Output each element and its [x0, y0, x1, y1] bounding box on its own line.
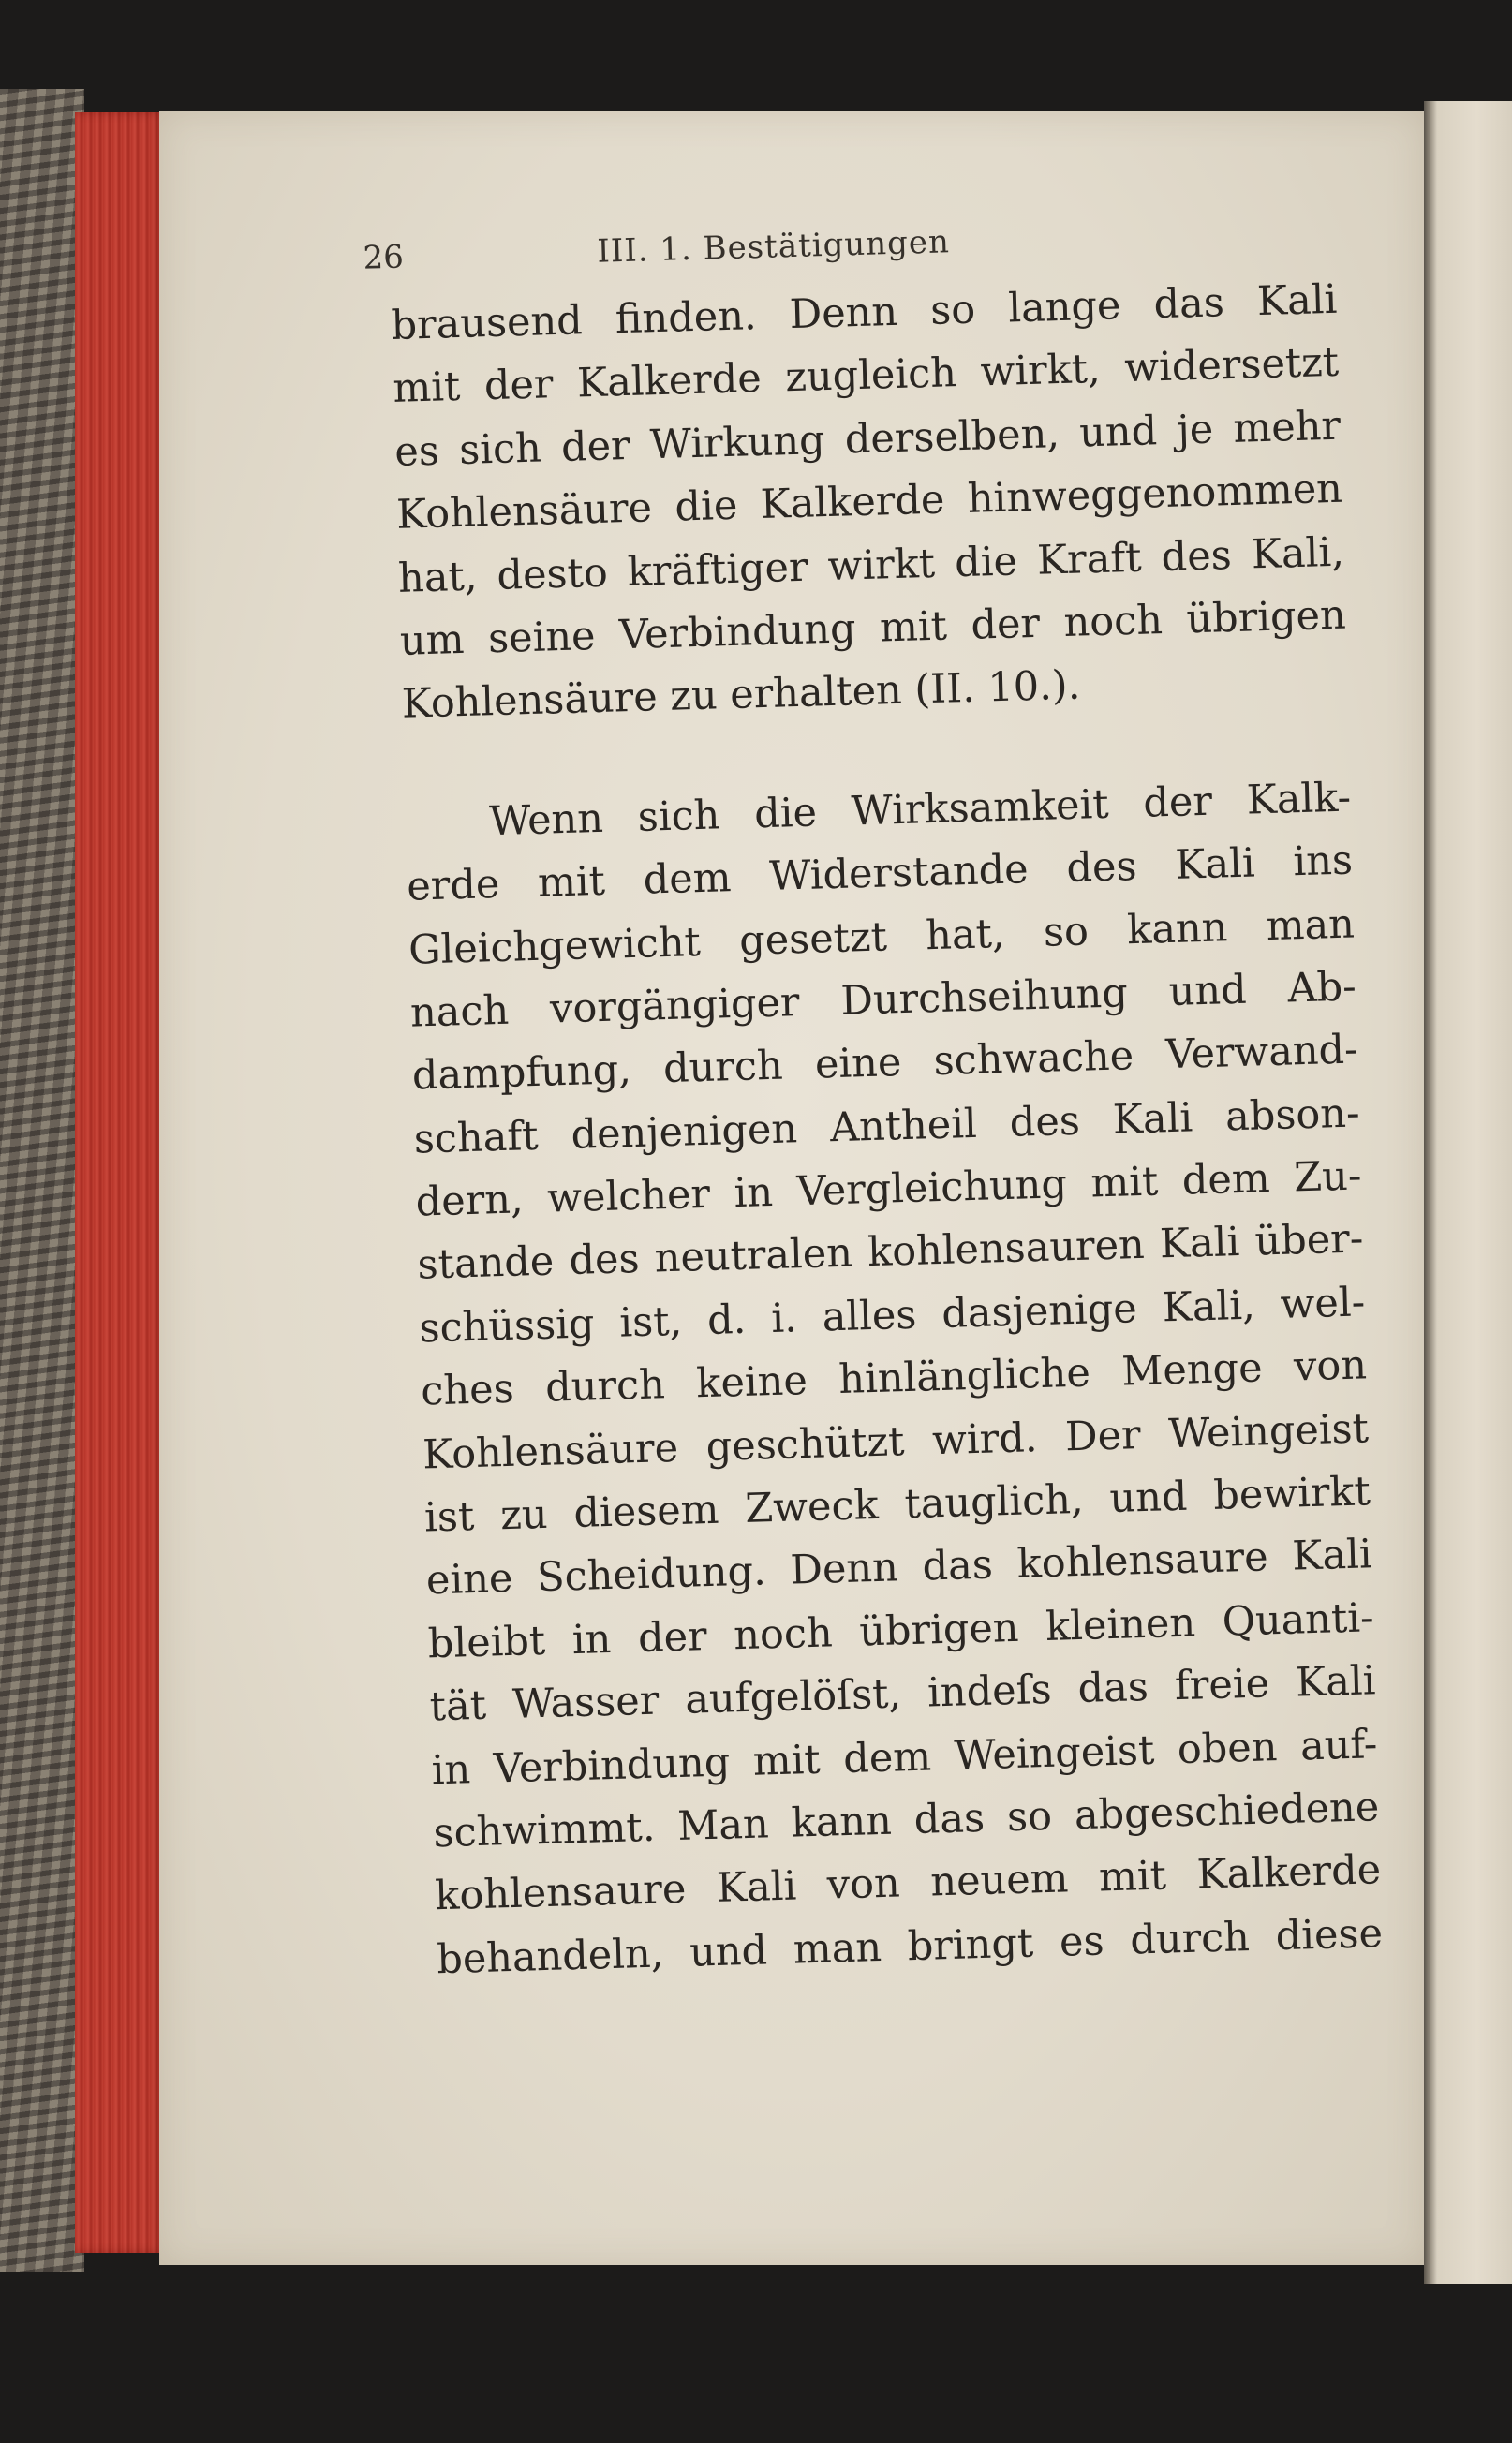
- text-line: tät Wasser aufgelöſst, indeſs das freie Kali: [429, 1657, 1377, 1731]
- text-line: mit der Kalkerde zugleich wirkt, widersetzt: [392, 339, 1340, 413]
- text-line: eine Scheidung. Denn das kohlensaure Kali: [425, 1531, 1373, 1605]
- text-line: dern, welcher in Vergleichung mit dem Zu-: [415, 1152, 1363, 1226]
- text-line: es sich der Wirkung derselben, und je mehr: [393, 402, 1342, 476]
- paragraph-2: [405, 766, 1384, 1991]
- text-line: Kohlensäure die Kalkerde hinweggenommen: [395, 465, 1343, 540]
- text-line: Kohlensäure zu erhalten (II. 10.).: [401, 661, 1081, 729]
- text-line: schaft denjenigen Antheil des Kali abson-: [413, 1089, 1361, 1163]
- text-line: um seine Verbindung mit der noch übrigen: [399, 591, 1347, 665]
- text-line: schwimmt. Man kann das so abgeschiedene: [432, 1784, 1380, 1858]
- text-line: behandeln, und man bringt es durch diese: [436, 1909, 1384, 1984]
- text-line: nach vorgängiger Durchseihung und Ab-: [409, 963, 1357, 1037]
- red-page-edges: [75, 112, 164, 2253]
- text-line: in Verbindung mit dem Weingeist oben auf-: [430, 1720, 1378, 1794]
- text-line: Gleichgewicht gesetzt hat, so kann man: [408, 900, 1356, 974]
- text-line: brausend finden. Denn so lange das Kali: [390, 275, 1338, 349]
- text-line: erde mit dem Widerstande des Kali ins: [406, 837, 1354, 911]
- facing-page-edge: [1424, 101, 1512, 2284]
- text-line: Wenn sich die Wirksamkeit der Kalk-: [488, 774, 1352, 845]
- paragraph-1: [391, 269, 1349, 737]
- text-line: dampfung, durch eine schwache Verwand-: [411, 1026, 1359, 1100]
- text-line: ches durch keine hinlängliche Menge von: [420, 1341, 1368, 1415]
- running-title: III. 1. Bestätigungen: [596, 223, 951, 271]
- marbled-cover: [0, 89, 84, 2272]
- text-line: ist zu diesem Zweck tauglich, und bewirkt: [423, 1468, 1371, 1542]
- text-line: Kohlensäure geschützt wird. Der Weingeist: [422, 1404, 1370, 1479]
- page-text: [363, 213, 1384, 1992]
- text-line: hat, desto kräftiger wirkt die Kraft des Kali,: [397, 528, 1345, 602]
- text-line: kohlensaure Kali von neuem mit Kalkerde: [434, 1846, 1382, 1920]
- text-line: bleibt in der noch übrigen kleinen Quanti-: [427, 1594, 1375, 1668]
- page-number: 26: [363, 238, 405, 277]
- text-line: stande des neutralen kohlensauren Kali über-: [416, 1215, 1364, 1290]
- text-line: schüssig ist, d. i. alles dasjenige Kali, wel-: [418, 1279, 1366, 1353]
